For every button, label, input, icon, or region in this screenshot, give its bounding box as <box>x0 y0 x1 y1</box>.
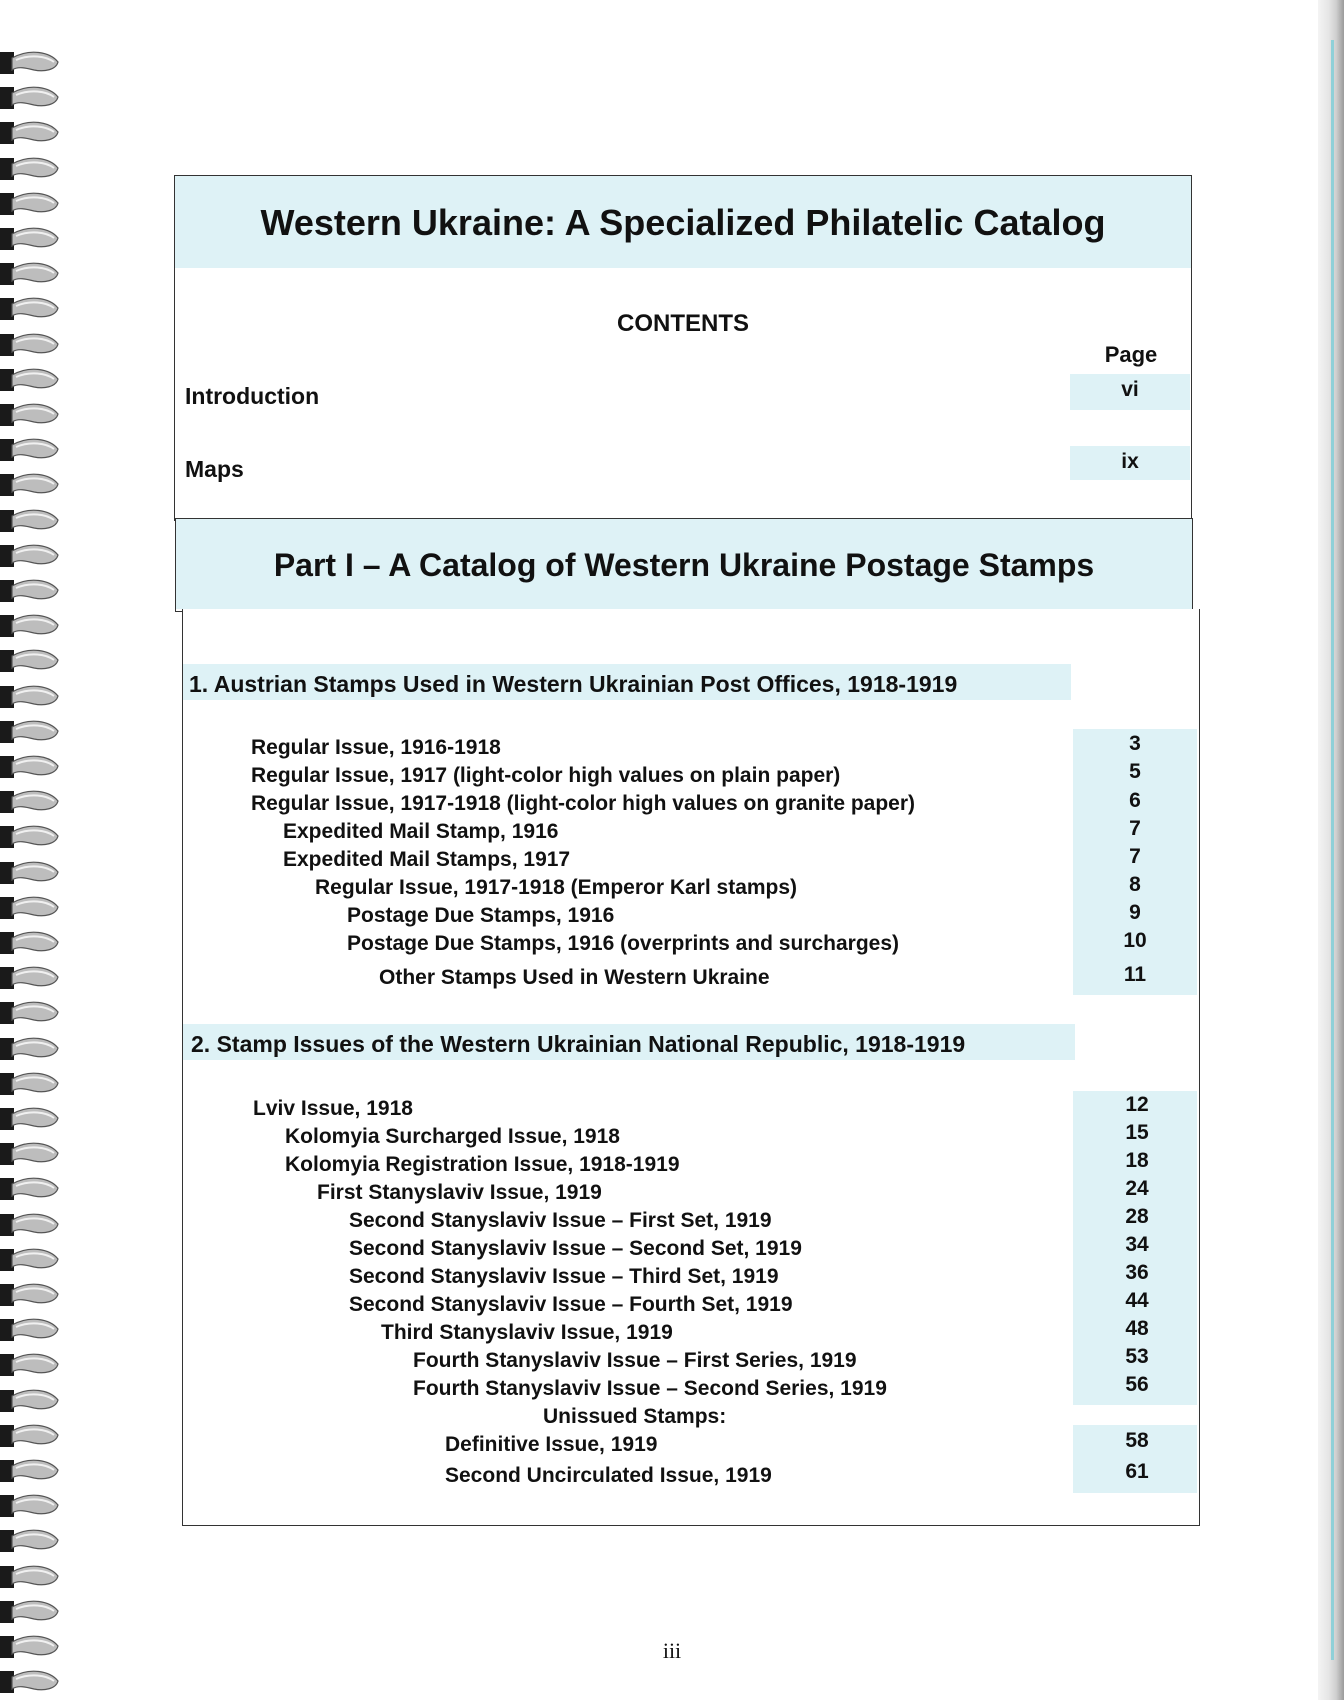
binding-ring <box>0 1667 60 1697</box>
binding-ring <box>0 1491 60 1521</box>
part-title: Part I – A Catalog of Western Ukraine Postage Stamps <box>273 547 1095 583</box>
toc-page: 48 <box>1125 1317 1149 1340</box>
binding-ring <box>0 83 60 113</box>
binding-ring <box>0 611 60 641</box>
binding-ring <box>0 506 60 536</box>
catalog-listing-box <box>182 609 1200 1526</box>
toc-entry: Third Stanyslaviv Issue, 1919 <box>381 1321 673 1344</box>
binding-ring <box>0 963 60 993</box>
section-heading-1: 1. Austrian Stamps Used in Western Ukrainian Post Offices, 1918-1919 <box>189 671 958 697</box>
binding-ring <box>0 928 60 958</box>
toc-page: 58 <box>1125 1429 1149 1452</box>
binding-ring <box>0 1597 60 1627</box>
binding-ring <box>0 1104 60 1134</box>
binding-ring <box>0 294 60 324</box>
binding-ring <box>0 1210 60 1240</box>
binding-ring <box>0 858 60 888</box>
toc-page: 24 <box>1125 1177 1149 1200</box>
spiral-binding <box>0 0 64 1700</box>
binding-ring <box>0 576 60 606</box>
toc-entry: Expedited Mail Stamp, 1916 <box>283 820 559 843</box>
toc-page: 11 <box>1123 963 1147 986</box>
section-heading-2: 2. Stamp Issues of the Western Ukrainian National Republic, 1918-1919 <box>191 1031 966 1057</box>
binding-ring <box>0 717 60 747</box>
binding-ring <box>0 541 60 571</box>
binding-ring <box>0 330 60 360</box>
toc-entry: Second Uncirculated Issue, 1919 <box>445 1464 772 1487</box>
binding-ring <box>0 1174 60 1204</box>
binding-ring <box>0 998 60 1028</box>
toc-entry: Second Stanyslaviv Issue – Second Set, 1919 <box>349 1237 802 1260</box>
toc-page: 61 <box>1125 1460 1149 1483</box>
part-title-box <box>175 518 1193 612</box>
binding-ring <box>0 1421 60 1451</box>
toc-page: 5 <box>1129 760 1141 783</box>
binding-ring <box>0 1034 60 1064</box>
binding-ring <box>0 682 60 712</box>
toc-entry: Regular Issue, 1916-1918 <box>251 736 501 759</box>
toc-page: 6 <box>1129 789 1141 812</box>
toc-subheading: Unissued Stamps: <box>543 1405 727 1428</box>
binding-ring <box>0 1315 60 1345</box>
binding-ring <box>0 435 60 465</box>
toc-entry: Definitive Issue, 1919 <box>445 1433 658 1456</box>
binding-ring <box>0 787 60 817</box>
toc-page: 15 <box>1125 1121 1149 1144</box>
page-folio: iii <box>662 1638 682 1663</box>
toc-entry: Postage Due Stamps, 1916 <box>347 904 615 927</box>
contents-box <box>174 270 1192 521</box>
contents-heading: CONTENTS <box>617 310 749 337</box>
toc-page: 10 <box>1123 929 1147 952</box>
toc-page: 36 <box>1125 1261 1149 1284</box>
toc-entry: Second Stanyslaviv Issue – Third Set, 1919 <box>349 1265 779 1288</box>
title-box <box>174 175 1192 273</box>
binding-ring <box>0 1350 60 1380</box>
toc-page: 7 <box>1129 817 1141 840</box>
binding-ring <box>0 1245 60 1275</box>
binding-ring <box>0 1456 60 1486</box>
toc-entry: First Stanyslaviv Issue, 1919 <box>317 1181 602 1204</box>
binding-ring <box>0 1562 60 1592</box>
binding-ring <box>0 752 60 782</box>
binding-ring <box>0 822 60 852</box>
toc-page: 3 <box>1129 732 1141 755</box>
toc-page: 18 <box>1125 1149 1149 1172</box>
toc-entry-introduction: Introduction <box>185 383 320 409</box>
toc-page: 28 <box>1125 1205 1149 1228</box>
binding-ring <box>0 646 60 676</box>
toc-entry: Postage Due Stamps, 1916 (overprints and surcharges) <box>347 932 900 955</box>
toc-page: 44 <box>1125 1289 1149 1312</box>
toc-entry: Kolomyia Registration Issue, 1918-1919 <box>285 1153 680 1176</box>
toc-page-maps: ix <box>1121 450 1139 473</box>
binding-ring <box>0 400 60 430</box>
toc-page: 34 <box>1125 1233 1149 1256</box>
binding-ring <box>0 470 60 500</box>
toc-entry: Fourth Stanyslaviv Issue – Second Series, 1919 <box>413 1377 887 1400</box>
page-stack-edge <box>1318 0 1344 1700</box>
toc-page-introduction: vi <box>1121 378 1139 401</box>
binding-ring <box>0 118 60 148</box>
toc-page: 9 <box>1129 901 1141 924</box>
toc-page: 53 <box>1125 1345 1149 1368</box>
toc-entry: Regular Issue, 1917 (light-color high values on plain paper) <box>251 764 841 787</box>
binding-ring <box>0 365 60 395</box>
binding-ring <box>0 224 60 254</box>
toc-entry: Regular Issue, 1917-1918 (Emperor Karl stamps) <box>315 876 798 899</box>
catalog-title: Western Ukraine: A Specialized Philatelic Catalog <box>260 202 1106 243</box>
page-column-heading: Page <box>1104 342 1158 367</box>
binding-ring <box>0 189 60 219</box>
toc-entry: Second Stanyslaviv Issue – Fourth Set, 1919 <box>349 1293 793 1316</box>
binding-ring <box>0 1069 60 1099</box>
binding-ring <box>0 1526 60 1556</box>
toc-entry: Lviv Issue, 1918 <box>253 1097 413 1120</box>
toc-page: 12 <box>1125 1093 1149 1116</box>
toc-entry-maps: Maps <box>185 456 244 482</box>
toc-page: 56 <box>1125 1373 1149 1396</box>
binding-ring <box>0 259 60 289</box>
toc-page: 7 <box>1129 845 1141 868</box>
toc-entry: Second Stanyslaviv Issue – First Set, 1919 <box>349 1209 772 1232</box>
toc-entry: Fourth Stanyslaviv Issue – First Series, 1919 <box>413 1349 857 1372</box>
binding-ring <box>0 154 60 184</box>
toc-entry: Expedited Mail Stamps, 1917 <box>283 848 571 871</box>
binding-ring <box>0 1139 60 1169</box>
toc-entry: Kolomyia Surcharged Issue, 1918 <box>285 1125 620 1148</box>
binding-ring <box>0 893 60 923</box>
binding-ring <box>0 1386 60 1416</box>
binding-ring <box>0 48 60 78</box>
binding-ring <box>0 1280 60 1310</box>
toc-entry: Regular Issue, 1917-1918 (light-color high values on granite paper) <box>251 792 916 815</box>
toc-entry: Other Stamps Used in Western Ukraine <box>379 966 770 989</box>
toc-page: 8 <box>1129 873 1141 896</box>
